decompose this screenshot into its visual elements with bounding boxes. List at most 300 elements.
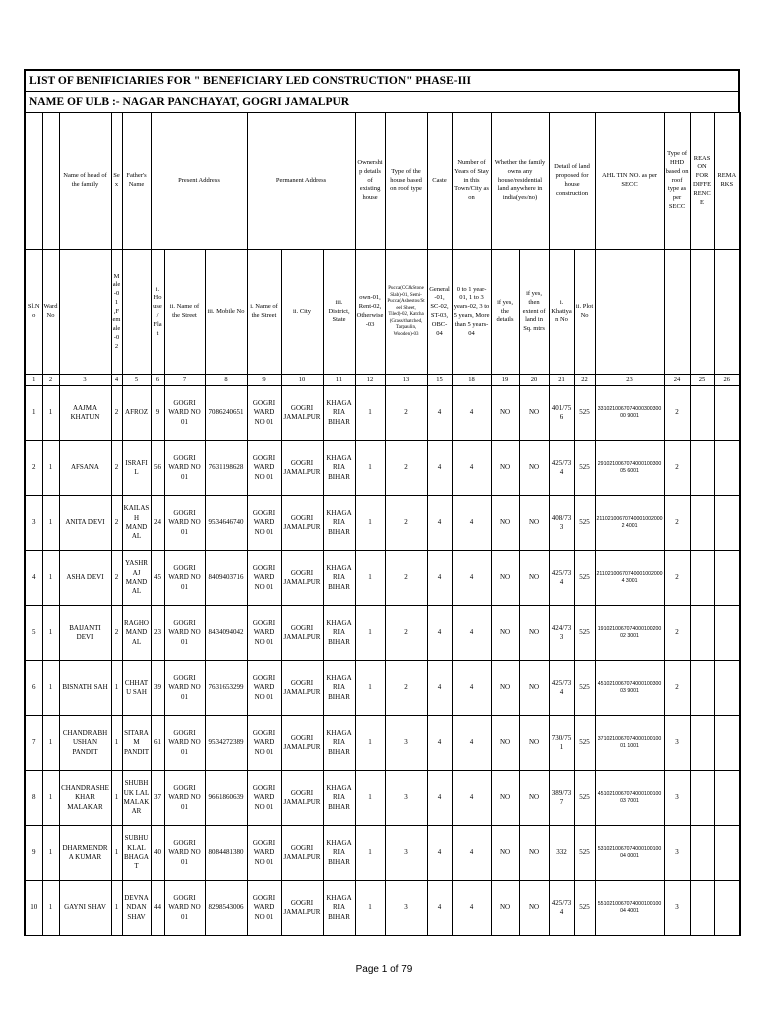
header-row-sub xyxy=(25,250,740,375)
header-remarks-blank xyxy=(714,250,740,375)
table-row xyxy=(25,881,740,936)
header-name-blank xyxy=(59,250,111,375)
cell-hhd-type: 2 xyxy=(664,606,690,661)
cell-perm-street: GOGRI WARD NO 01 xyxy=(247,606,281,661)
cell-head-name: BAIJANTI DEVI xyxy=(59,606,111,661)
header-sl: Sl.No xyxy=(25,250,42,375)
header-hhd-type: Type of HHD based on roof type as per SECC xyxy=(664,113,690,250)
cell-street: GOGRI WARD NO 01 xyxy=(164,771,205,826)
cell-owns-house: NO xyxy=(491,551,519,606)
cell-plot: 525 xyxy=(574,441,595,496)
cell-plot: 525 xyxy=(574,551,595,606)
cell-caste: 4 xyxy=(427,826,452,881)
cell-caste: 4 xyxy=(427,881,452,936)
cell-years: 4 xyxy=(452,881,491,936)
cell-roof-type: 3 xyxy=(385,826,427,881)
cell-reason xyxy=(690,606,714,661)
cell-sex: 1 xyxy=(111,771,122,826)
cell-ward: 1 xyxy=(42,441,59,496)
cell-sl: 7 xyxy=(25,716,42,771)
cell-district: KHAGARIA BIHAR xyxy=(323,551,355,606)
cell-plot: 525 xyxy=(574,661,595,716)
header-ahl: AHL TIN NO. as per SECC xyxy=(595,113,664,250)
cell-owns-house: NO xyxy=(491,496,519,551)
column-number: 25 xyxy=(690,375,714,386)
cell-district: KHAGARIA BIHAR xyxy=(323,661,355,716)
header-father-blank xyxy=(122,250,151,375)
cell-years: 4 xyxy=(452,441,491,496)
header-reason: REASON FOR DIFFERENCE xyxy=(690,113,714,250)
cell-sl: 8 xyxy=(25,771,42,826)
cell-caste: 4 xyxy=(427,496,452,551)
cell-hhd-type: 2 xyxy=(664,551,690,606)
column-number: 23 xyxy=(595,375,664,386)
cell-reason xyxy=(690,551,714,606)
cell-perm-street: GOGRI WARD NO 01 xyxy=(247,771,281,826)
cell-mobile: 9534646740 xyxy=(205,496,247,551)
cell-street: GOGRI WARD NO 01 xyxy=(164,661,205,716)
page-footer: Page 1 of 79 xyxy=(355,964,413,975)
column-number: 15 xyxy=(427,375,452,386)
cell-ownership: 1 xyxy=(355,771,385,826)
cell-reason xyxy=(690,386,714,441)
cell-mobile: 7631653299 xyxy=(205,661,247,716)
cell-perm-street: GOGRI WARD NO 01 xyxy=(247,551,281,606)
table-row xyxy=(25,496,740,551)
header-sl-blank xyxy=(25,113,42,250)
table-row xyxy=(25,441,740,496)
column-number: 6 xyxy=(151,375,164,386)
cell-street: GOGRI WARD NO 01 xyxy=(164,441,205,496)
cell-ownership: 1 xyxy=(355,496,385,551)
cell-house: 9 xyxy=(151,386,164,441)
cell-city: GOGRI JAMALPUR xyxy=(281,661,323,716)
cell-city: GOGRI JAMALPUR xyxy=(281,881,323,936)
table-row xyxy=(25,771,740,826)
cell-ahl-tin: 531021006707400010010004 0001 xyxy=(595,826,664,881)
cell-caste: 4 xyxy=(427,441,452,496)
column-number: 4 xyxy=(111,375,122,386)
cell-plot: 525 xyxy=(574,386,595,441)
cell-plot: 525 xyxy=(574,606,595,661)
cell-hhd-type: 2 xyxy=(664,661,690,716)
cell-plot: 525 xyxy=(574,496,595,551)
header-remarks: REMARKS xyxy=(714,113,740,250)
cell-street: GOGRI WARD NO 01 xyxy=(164,386,205,441)
cell-ahl-tin: 551021006707400010010004 4001 xyxy=(595,881,664,936)
cell-sex: 1 xyxy=(111,881,122,936)
cell-city: GOGRI JAMALPUR xyxy=(281,606,323,661)
cell-mobile: 8084481380 xyxy=(205,826,247,881)
cell-district: KHAGARIA BIHAR xyxy=(323,441,355,496)
cell-ahl-tin: 191021006707400010020002 3001 xyxy=(595,606,664,661)
cell-plot: 525 xyxy=(574,881,595,936)
cell-district: KHAGARIA BIHAR xyxy=(323,881,355,936)
cell-caste: 4 xyxy=(427,661,452,716)
header-caste: Caste xyxy=(427,113,452,250)
cell-head-name: AAJMA KHATUN xyxy=(59,386,111,441)
cell-roof-type: 3 xyxy=(385,716,427,771)
header-if-yes-extent: if yes, then extent of land in Sq. mtrs xyxy=(519,250,549,375)
cell-mobile: 8298543006 xyxy=(205,881,247,936)
cell-ownership: 1 xyxy=(355,386,385,441)
cell-head-name: BISNATH SAH xyxy=(59,661,111,716)
cell-remark xyxy=(714,496,740,551)
cell-perm-street: GOGRI WARD NO 01 xyxy=(247,386,281,441)
table-row xyxy=(25,716,740,771)
cell-ward: 1 xyxy=(42,606,59,661)
cell-perm-street: GOGRI WARD NO 01 xyxy=(247,496,281,551)
cell-father: SHUBHUK LAL MALAKAR xyxy=(122,771,151,826)
cell-perm-street: GOGRI WARD NO 01 xyxy=(247,661,281,716)
cell-street: GOGRI WARD NO 01 xyxy=(164,551,205,606)
cell-hhd-type: 2 xyxy=(664,496,690,551)
beneficiary-sheet xyxy=(24,69,740,936)
header-hhd-blank xyxy=(664,250,690,375)
cell-head-name: CHANDRABHUSHAN PANDIT xyxy=(59,716,111,771)
cell-land-extent: NO xyxy=(519,386,549,441)
cell-plot: 525 xyxy=(574,826,595,881)
cell-caste: 4 xyxy=(427,606,452,661)
cell-father: YASHRAJ MANDAL xyxy=(122,551,151,606)
cell-land-extent: NO xyxy=(519,661,549,716)
cell-sex: 2 xyxy=(111,386,122,441)
cell-hhd-type: 3 xyxy=(664,826,690,881)
column-number: 22 xyxy=(574,375,595,386)
cell-ahl-tin: 211021006707400010020004 3001 xyxy=(595,551,664,606)
cell-perm-street: GOGRI WARD NO 01 xyxy=(247,826,281,881)
cell-head-name: GAYNI SHAV xyxy=(59,881,111,936)
header-own-codes: own-01, Rent-02, Otherwise-03 xyxy=(355,250,385,375)
cell-reason xyxy=(690,881,714,936)
header-street: ii. Name of the Street xyxy=(164,250,205,375)
cell-mobile: 7631198628 xyxy=(205,441,247,496)
cell-father: RAGHO MANDAL xyxy=(122,606,151,661)
cell-ward: 1 xyxy=(42,771,59,826)
column-number: 26 xyxy=(714,375,740,386)
header-father: Father's Name xyxy=(122,113,151,250)
cell-street: GOGRI WARD NO 01 xyxy=(164,716,205,771)
header-ward: Ward No xyxy=(42,250,59,375)
cell-sl: 1 xyxy=(25,386,42,441)
cell-land-extent: NO xyxy=(519,496,549,551)
column-number: 18 xyxy=(452,375,491,386)
header-if-yes-details: if yes, the details xyxy=(491,250,519,375)
cell-khatiyan: 425/734 xyxy=(549,881,574,936)
cell-mobile: 7086240651 xyxy=(205,386,247,441)
cell-sex: 2 xyxy=(111,496,122,551)
table-row xyxy=(25,386,740,441)
cell-roof-type: 2 xyxy=(385,606,427,661)
cell-owns-house: NO xyxy=(491,606,519,661)
cell-remark xyxy=(714,826,740,881)
cell-land-extent: NO xyxy=(519,826,549,881)
header-reason-blank xyxy=(690,250,714,375)
cell-house: 24 xyxy=(151,496,164,551)
column-number: 9 xyxy=(247,375,281,386)
cell-reason xyxy=(690,441,714,496)
cell-ward: 1 xyxy=(42,826,59,881)
cell-mobile: 9661860639 xyxy=(205,771,247,826)
cell-years: 4 xyxy=(452,661,491,716)
cell-owns-house: NO xyxy=(491,881,519,936)
cell-khatiyan: 401/756 xyxy=(549,386,574,441)
cell-head-name: ASHA DEVI xyxy=(59,551,111,606)
beneficiary-table xyxy=(24,112,741,936)
cell-hhd-type: 3 xyxy=(664,716,690,771)
cell-remark xyxy=(714,716,740,771)
cell-years: 4 xyxy=(452,826,491,881)
cell-ahl-tin: 211021006707400010020002 4001 xyxy=(595,496,664,551)
table-row xyxy=(25,551,740,606)
cell-ward: 1 xyxy=(42,881,59,936)
cell-district: KHAGARIA BIHAR xyxy=(323,606,355,661)
cell-remark xyxy=(714,771,740,826)
cell-ownership: 1 xyxy=(355,826,385,881)
cell-roof-type: 2 xyxy=(385,496,427,551)
cell-reason xyxy=(690,826,714,881)
header-house-codes: Pucca(CC&Stone Slab)-01, Semi-Pucca(Asbestos/Steel Sheet, Tiled)-02, Katcha (Grass/thatched, Tarpaulin, Wooden)-03 xyxy=(385,250,427,375)
column-number: 21 xyxy=(549,375,574,386)
cell-plot: 525 xyxy=(574,716,595,771)
cell-land-extent: NO xyxy=(519,716,549,771)
cell-caste: 4 xyxy=(427,551,452,606)
cell-reason xyxy=(690,771,714,826)
cell-caste: 4 xyxy=(427,386,452,441)
column-number-row xyxy=(25,375,740,386)
cell-ownership: 1 xyxy=(355,441,385,496)
header-sex-code: Male-01 ,Female-02 xyxy=(111,250,122,375)
column-number: 24 xyxy=(664,375,690,386)
cell-years: 4 xyxy=(452,551,491,606)
cell-sl: 2 xyxy=(25,441,42,496)
cell-owns-house: NO xyxy=(491,661,519,716)
cell-house: 39 xyxy=(151,661,164,716)
cell-head-name: AFSANA xyxy=(59,441,111,496)
cell-ownership: 1 xyxy=(355,551,385,606)
cell-house: 40 xyxy=(151,826,164,881)
cell-sl: 6 xyxy=(25,661,42,716)
table-header xyxy=(25,113,740,386)
header-district-state: iii. District, State xyxy=(323,250,355,375)
header-owns-house: Whether the family owns any house/residential land anywhere in india(yes/no) xyxy=(491,113,549,250)
column-number: 3 xyxy=(59,375,111,386)
cell-perm-street: GOGRI WARD NO 01 xyxy=(247,441,281,496)
cell-khatiyan: 425/734 xyxy=(549,661,574,716)
cell-city: GOGRI JAMALPUR xyxy=(281,771,323,826)
cell-hhd-type: 2 xyxy=(664,386,690,441)
column-number: 7 xyxy=(164,375,205,386)
cell-father: ISRAFIL xyxy=(122,441,151,496)
cell-ward: 1 xyxy=(42,551,59,606)
cell-ownership: 1 xyxy=(355,606,385,661)
cell-owns-house: NO xyxy=(491,716,519,771)
cell-land-extent: NO xyxy=(519,551,549,606)
header-permanent-address: Permanent Address xyxy=(247,113,355,250)
cell-house: 56 xyxy=(151,441,164,496)
cell-sex: 1 xyxy=(111,661,122,716)
header-house-type: Type of the house based on roof type xyxy=(385,113,427,250)
cell-khatiyan: 425/734 xyxy=(549,441,574,496)
header-ahl-blank xyxy=(595,250,664,375)
header-ownership: Ownership details of existing house xyxy=(355,113,385,250)
table-body xyxy=(25,386,740,936)
cell-head-name: DHARMENDRA KUMAR xyxy=(59,826,111,881)
cell-perm-street: GOGRI WARD NO 01 xyxy=(247,881,281,936)
header-perm-street: i. Name of the Street xyxy=(247,250,281,375)
header-caste-codes: General-01, SC-02, ST-03, OBC-04 xyxy=(427,250,452,375)
cell-ownership: 1 xyxy=(355,716,385,771)
column-number: 1 xyxy=(25,375,42,386)
cell-owns-house: NO xyxy=(491,771,519,826)
cell-ownership: 1 xyxy=(355,661,385,716)
cell-reason xyxy=(690,496,714,551)
column-number: 2 xyxy=(42,375,59,386)
cell-khatiyan: 389/737 xyxy=(549,771,574,826)
column-number: 20 xyxy=(519,375,549,386)
cell-caste: 4 xyxy=(427,716,452,771)
cell-mobile: 8409403716 xyxy=(205,551,247,606)
cell-house: 61 xyxy=(151,716,164,771)
cell-khatiyan: 425/734 xyxy=(549,551,574,606)
cell-ward: 1 xyxy=(42,496,59,551)
column-number: 11 xyxy=(323,375,355,386)
cell-father: SUBHUKLAL BHAGAT xyxy=(122,826,151,881)
header-city: ii. City xyxy=(281,250,323,375)
cell-roof-type: 2 xyxy=(385,661,427,716)
cell-owns-house: NO xyxy=(491,386,519,441)
cell-house: 44 xyxy=(151,881,164,936)
cell-khatiyan: 408/733 xyxy=(549,496,574,551)
cell-father: KAILASH MANDAL xyxy=(122,496,151,551)
cell-city: GOGRI JAMALPUR xyxy=(281,826,323,881)
cell-roof-type: 3 xyxy=(385,771,427,826)
cell-ahl-tin: 291021006707400010030005 6001 xyxy=(595,441,664,496)
cell-years: 4 xyxy=(452,606,491,661)
cell-remark xyxy=(714,386,740,441)
cell-father: CHHATU SAH xyxy=(122,661,151,716)
cell-father: SITARAM PANDIT xyxy=(122,716,151,771)
column-number: 8 xyxy=(205,375,247,386)
cell-owns-house: NO xyxy=(491,441,519,496)
header-khatiyan: i. Khatiyan No xyxy=(549,250,574,375)
cell-ahl-tin: 331021006707400030030000 9001 xyxy=(595,386,664,441)
sheet-title: LIST OF BENIFICIARIES FOR " BENEFICIARY LED CONSTRUCTION" PHASE-III xyxy=(24,69,740,92)
cell-city: GOGRI JAMALPUR xyxy=(281,551,323,606)
cell-city: GOGRI JAMALPUR xyxy=(281,441,323,496)
cell-remark xyxy=(714,606,740,661)
column-number: 12 xyxy=(355,375,385,386)
cell-father: DEVNANDAN SHAV xyxy=(122,881,151,936)
ulb-name: NAME OF ULB :- NAGAR PANCHAYAT, GOGRI JAMALPUR xyxy=(24,92,740,112)
table-row xyxy=(25,606,740,661)
cell-land-extent: NO xyxy=(519,881,549,936)
cell-perm-street: GOGRI WARD NO 01 xyxy=(247,716,281,771)
cell-sex: 1 xyxy=(111,716,122,771)
header-ward-blank xyxy=(42,113,59,250)
cell-khatiyan: 730/751 xyxy=(549,716,574,771)
cell-sl: 4 xyxy=(25,551,42,606)
cell-remark xyxy=(714,661,740,716)
header-present-address: Present Address xyxy=(151,113,247,250)
cell-years: 4 xyxy=(452,771,491,826)
cell-sl: 10 xyxy=(25,881,42,936)
cell-remark xyxy=(714,441,740,496)
cell-district: KHAGARIA BIHAR xyxy=(323,716,355,771)
column-number: 10 xyxy=(281,375,323,386)
table-row xyxy=(25,661,740,716)
cell-khatiyan: 424/733 xyxy=(549,606,574,661)
cell-remark xyxy=(714,551,740,606)
cell-sl: 9 xyxy=(25,826,42,881)
header-years-codes: 0 to 1 year-01, 1 to 3 years-02, 3 to 5 years, More than 5 years-04 xyxy=(452,250,491,375)
header-land-detail: Detail of land proposed for house construction xyxy=(549,113,595,250)
cell-mobile: 8434094042 xyxy=(205,606,247,661)
cell-street: GOGRI WARD NO 01 xyxy=(164,606,205,661)
cell-ahl-tin: 451021006707400010030003 9001 xyxy=(595,661,664,716)
cell-hhd-type: 2 xyxy=(664,441,690,496)
cell-mobile: 9534272389 xyxy=(205,716,247,771)
header-mobile: iii. Mobile No xyxy=(205,250,247,375)
cell-years: 4 xyxy=(452,386,491,441)
cell-district: KHAGARIA BIHAR xyxy=(323,771,355,826)
cell-roof-type: 2 xyxy=(385,386,427,441)
cell-district: KHAGARIA BIHAR xyxy=(323,826,355,881)
cell-owns-house: NO xyxy=(491,826,519,881)
cell-reason xyxy=(690,661,714,716)
cell-years: 4 xyxy=(452,716,491,771)
cell-land-extent: NO xyxy=(519,606,549,661)
header-plot: ii. Plot No xyxy=(574,250,595,375)
cell-ward: 1 xyxy=(42,716,59,771)
cell-ownership: 1 xyxy=(355,881,385,936)
cell-ward: 1 xyxy=(42,386,59,441)
cell-roof-type: 2 xyxy=(385,551,427,606)
header-row-main xyxy=(25,113,740,250)
column-number: 13 xyxy=(385,375,427,386)
cell-district: KHAGARIA BIHAR xyxy=(323,496,355,551)
cell-sl: 5 xyxy=(25,606,42,661)
cell-khatiyan: 332 xyxy=(549,826,574,881)
cell-years: 4 xyxy=(452,496,491,551)
header-sex: Sex xyxy=(111,113,122,250)
cell-plot: 525 xyxy=(574,771,595,826)
header-house-flat: i. House / Flat xyxy=(151,250,164,375)
column-number: 5 xyxy=(122,375,151,386)
cell-remark xyxy=(714,881,740,936)
cell-hhd-type: 3 xyxy=(664,881,690,936)
cell-street: GOGRI WARD NO 01 xyxy=(164,496,205,551)
cell-sex: 2 xyxy=(111,441,122,496)
table-row xyxy=(25,826,740,881)
header-years-stay: Number of Years of Stay in this Town/City as on xyxy=(452,113,491,250)
cell-street: GOGRI WARD NO 01 xyxy=(164,826,205,881)
cell-city: GOGRI JAMALPUR xyxy=(281,716,323,771)
cell-district: KHAGARIA BIHAR xyxy=(323,386,355,441)
cell-sl: 3 xyxy=(25,496,42,551)
cell-sex: 2 xyxy=(111,606,122,661)
cell-ward: 1 xyxy=(42,661,59,716)
cell-sex: 2 xyxy=(111,551,122,606)
cell-reason xyxy=(690,716,714,771)
cell-street: GOGRI WARD NO 01 xyxy=(164,881,205,936)
cell-roof-type: 3 xyxy=(385,881,427,936)
cell-ahl-tin: 451021006707400010010003 7001 xyxy=(595,771,664,826)
cell-sex: 1 xyxy=(111,826,122,881)
column-number: 19 xyxy=(491,375,519,386)
cell-city: GOGRI JAMALPUR xyxy=(281,496,323,551)
cell-hhd-type: 3 xyxy=(664,771,690,826)
